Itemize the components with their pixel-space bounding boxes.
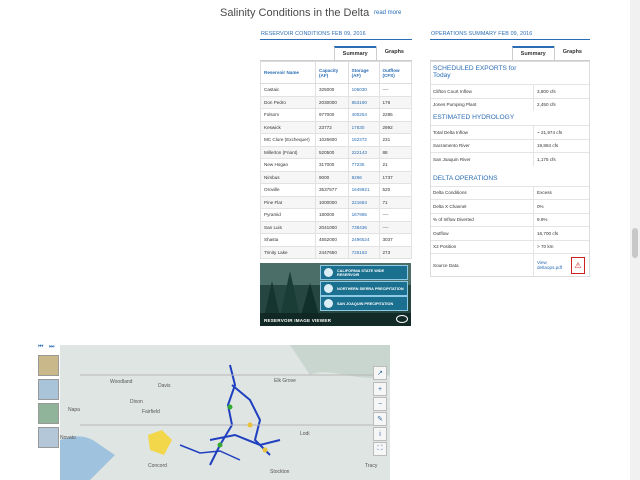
source-data-row: Source Data View deltaops.pdf ⚠ (431, 253, 589, 276)
operations-tabs (430, 46, 590, 61)
table-cell: Folsom (261, 109, 316, 122)
table-row (261, 121, 412, 134)
table-cell[interactable]: 726163 (348, 246, 379, 259)
table-row (261, 109, 412, 122)
table-row (261, 159, 412, 172)
reservoir-rule (260, 39, 412, 40)
northern-sierra-button[interactable]: NORTHERN SIERRA PRECIPITATION (320, 281, 408, 296)
map-label: Lodi (300, 431, 310, 437)
table-cell: 2285 (379, 109, 412, 122)
drop-icon (324, 299, 333, 308)
table-cell: 3037 (379, 234, 412, 247)
map-label: Napa (68, 407, 80, 413)
table-row (261, 171, 412, 184)
operations-header: OPERATIONS SUMMARY FEB 09, 2016 (431, 31, 533, 37)
eye-icon[interactable] (396, 315, 408, 323)
last-page-icon[interactable]: ⏭ (49, 344, 55, 350)
table-cell: 520 (379, 184, 412, 197)
pan-icon[interactable]: ↗ (373, 366, 387, 380)
table-row (261, 146, 412, 159)
map-label: Davis (158, 383, 171, 389)
map-label: Tracy (365, 463, 378, 469)
map-canvas (60, 345, 390, 480)
viewer-label: RESERVOIR IMAGE VIEWER (264, 318, 332, 323)
table-cell[interactable]: 853190 (348, 96, 379, 109)
draw-icon[interactable]: ✎ (373, 412, 387, 426)
drop-icon (324, 268, 333, 277)
ops-row: Delta Conditions Excess (431, 186, 589, 200)
table-cell[interactable]: 77235 (348, 159, 379, 172)
table-cell: Millerton (Friant) (261, 146, 316, 159)
info-icon[interactable]: i (373, 427, 387, 441)
table-row (261, 84, 412, 97)
table-cell: Pine Flat (261, 196, 316, 209)
pdf-icon[interactable]: ⚠ (571, 257, 585, 274)
ops-row: Sacramento River 19,884 cfs (431, 139, 589, 153)
table-cell: Nimbus (261, 171, 316, 184)
scheduled-exports-title: SCHEDULED EXPORTS for Today (433, 65, 517, 79)
table-row (261, 134, 412, 147)
table-cell: 2447650 (316, 246, 349, 259)
ops-row: Clifton Court Inflow 3,800 cfs (431, 84, 589, 98)
table-cell: 1000000 (316, 196, 349, 209)
tab-summary[interactable]: Summary (512, 46, 554, 60)
table-row (261, 96, 412, 109)
table-cell: 88 (379, 146, 412, 159)
map-label: Elk Grove (274, 378, 296, 384)
table-cell: ---- (379, 84, 412, 97)
san-joaquin-button[interactable]: SAN JOAQUIN PRECIPITATION (320, 296, 408, 311)
reservoir-table (260, 61, 412, 259)
first-page-icon[interactable]: ⏮ (38, 344, 44, 350)
map-thumbnail[interactable] (38, 379, 59, 400)
fullscreen-icon[interactable]: ⛶ (373, 442, 387, 456)
table-cell: 176 (379, 96, 412, 109)
table-cell: 317000 (316, 159, 349, 172)
table-row (261, 221, 412, 234)
table-cell: ---- (379, 209, 412, 222)
map-thumbnail[interactable] (38, 355, 59, 376)
table-cell: 1737 (379, 171, 412, 184)
table-cell: 231 (379, 134, 412, 147)
column-header: Storage (AF) (348, 62, 379, 84)
column-header: Outflow (CFS) (379, 62, 412, 84)
map-thumbnail[interactable] (38, 427, 59, 448)
table-cell: 71 (379, 196, 412, 209)
table-cell: 520500 (316, 146, 349, 159)
table-cell: Shasta (261, 234, 316, 247)
statewide-reservoir-button[interactable]: CALIFORNIA STATE WIDE RESERVOIR (320, 265, 408, 280)
table-cell: 9000 (316, 171, 349, 184)
table-cell[interactable]: 17830 (348, 121, 379, 134)
table-cell: 21 (379, 159, 412, 172)
table-cell[interactable]: 222143 (348, 146, 379, 159)
operations-box (430, 61, 590, 277)
table-cell: Trinity Lake (261, 246, 316, 259)
table-cell: Pyramid (261, 209, 316, 222)
map-label: Dixon (130, 399, 143, 405)
column-header: Capacity (AF) (316, 62, 349, 84)
table-cell[interactable]: 106030 (348, 84, 379, 97)
tab-graphs[interactable]: Graphs (376, 46, 412, 60)
table-cell: San Luis (261, 221, 316, 234)
table-cell: 23772 (316, 121, 349, 134)
table-cell[interactable]: 738436 (348, 221, 379, 234)
ops-row: Outflow 16,700 cfs (431, 226, 589, 240)
ops-row: X2 Position > 70 km (431, 240, 589, 254)
delta-operations-title: DELTA OPERATIONS (433, 174, 498, 182)
map-label: Fairfield (142, 409, 160, 415)
zoom-out-icon[interactable]: − (373, 397, 387, 411)
zoom-in-icon[interactable]: + (373, 382, 387, 396)
table-cell: 1026600 (316, 134, 349, 147)
scrollbar-thumb[interactable] (632, 228, 638, 258)
table-cell: 2992 (379, 121, 412, 134)
drop-icon (324, 284, 333, 293)
column-header: Reservoir Name (261, 62, 316, 84)
table-cell: 2030000 (316, 96, 349, 109)
reservoir-panel (260, 46, 412, 259)
table-cell[interactable]: 167985 (348, 209, 379, 222)
ops-row: Jones Pumping Plant 2,450 cfs (431, 98, 589, 112)
table-cell: Oroville (261, 184, 316, 197)
table-cell: 977000 (316, 109, 349, 122)
table-cell[interactable]: 8266 (348, 171, 379, 184)
table-row (261, 209, 412, 222)
map-label: Novato (60, 435, 76, 441)
source-pdf-link[interactable]: View deltaops.pdf (537, 260, 563, 270)
table-row (261, 196, 412, 209)
hydrology-title: ESTIMATED HYDROLOGY (433, 114, 515, 121)
reservoir-header: RESERVOIR CONDITIONS FEB 09, 2016 (261, 31, 366, 37)
map-thumbnail[interactable] (38, 403, 59, 424)
table-cell[interactable]: 1649821 (348, 184, 379, 197)
table-cell: 325000 (316, 84, 349, 97)
table-cell: Don Pedro (261, 96, 316, 109)
ops-row: Delta X Channel 0% (431, 199, 589, 213)
table-cell[interactable]: 221684 (348, 196, 379, 209)
station-marker (248, 423, 253, 428)
station-marker (218, 443, 223, 448)
table-cell: ---- (379, 221, 412, 234)
table-cell: Keswick (261, 121, 316, 134)
table-cell[interactable]: 2496524 (348, 234, 379, 247)
ops-row: San Joaquin River 1,175 cfs (431, 152, 589, 166)
table-cell[interactable]: 152372 (348, 134, 379, 147)
table-cell: New Hogan (261, 159, 316, 172)
station-marker (263, 448, 268, 453)
table-cell: 180000 (316, 209, 349, 222)
delta-map[interactable] (60, 345, 390, 480)
table-cell: MC Clure (Exchequer) (261, 134, 316, 147)
table-cell: 4552000 (316, 234, 349, 247)
map-label: Concord (148, 463, 167, 469)
tab-graphs[interactable]: Graphs (554, 46, 590, 60)
ops-row: Total Delta Inflow ~ 21,974 cfs (431, 125, 589, 139)
tab-summary[interactable]: Summary (334, 46, 376, 60)
reservoir-tabs (260, 46, 412, 61)
map-label: Woodland (110, 379, 133, 385)
ops-row: % of Inflow Diverted 9.9% (431, 213, 589, 227)
page-title: Salinity Conditions in the Delta (220, 7, 370, 19)
map-label: Stockton (270, 469, 290, 475)
operations-panel (430, 46, 590, 277)
table-row (261, 234, 412, 247)
read-more-link[interactable]: read more (374, 10, 402, 16)
table-row (261, 184, 412, 197)
table-cell: Castaic (261, 84, 316, 97)
table-row (261, 246, 412, 259)
table-cell[interactable]: 400254 (348, 109, 379, 122)
station-marker (228, 405, 233, 410)
table-cell: 273 (379, 246, 412, 259)
operations-rule (430, 39, 590, 40)
table-cell: 2041000 (316, 221, 349, 234)
table-cell: 3537577 (316, 184, 349, 197)
